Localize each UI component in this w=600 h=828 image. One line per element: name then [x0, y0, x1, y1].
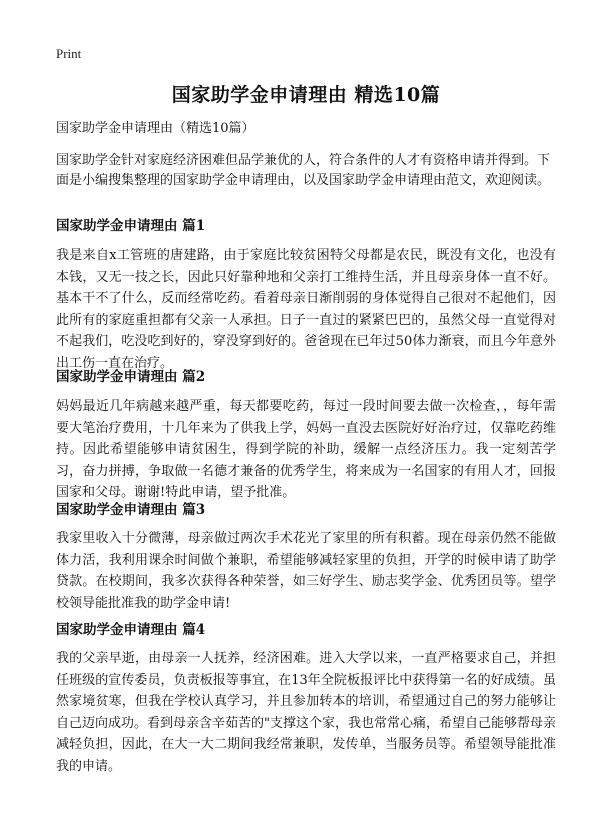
section-heading-4: 国家助学金申请理由 篇4: [56, 622, 206, 638]
document-subtitle: 国家助学金申请理由（精选10篇）: [56, 121, 255, 136]
section-body-3: 我家里收入十分微薄，母亲做过两次手术花光了家里的所有积蓄。现在母亲仍然不能做体力活，我利用课余时间做个兼职，希望能够减轻家里的负担，开学的时候申请了助学贷款。在校期间，我多次获得各种荣誉，如三好学生、励志奖学金、优秀团员等。望学校领导能批准我的助学金申请!: [56, 531, 556, 611]
section-body-4: 我的父亲早逝，由母亲一人抚养，经济困难。进入大学以来，一直严格要求自己，并担任班级的宣传委员，负责板报等事宜，在13年全院板报评比中获得第一名的好成绩。虽然家境贫寒，但我在学校认真学习，并且参加转本的培训，希望通过自己的努力能够让自己迈向成功。看到母亲含辛茹苦的"支撑这个家，我也常常心痛，希望自己能够帮母亲减轻负担，因此，在大一大二期间我经常兼职，发传单，当服务员等。希望领导能批准我的申请。: [56, 651, 556, 774]
intro-paragraph: 国家助学金针对家庭经济困难但品学兼优的人，符合条件的人才有资格申请并得到。下面是小编搜集整理的国家助学金申请理由，以及国家助学金申请理由范文，欢迎阅读。: [56, 153, 551, 188]
section-body-1: 我是来自x工管班的唐建路，由于家庭比较贫困特父母都是农民，既没有文化，也没有本钱，又无一技之长，因此只好靠种地和父亲打工维持生活，并且母亲身体一直不好。基本干不了什么，反而经常吃药。看着母亲日渐削弱的身体觉得自己很对不起他们，因此所有的家庭重担都有父亲一人承担。日子一直过的紧紧巴巴的，虽然父母一直觉得对不起我们，吃没吃到好的，穿没穿到好的。爸爸现在已年过50体力渐衰，而且今年意外出工伤一直在治疗。: [56, 248, 556, 371]
page-title: 国家助学金申请理由 精选10篇: [171, 84, 441, 106]
section-heading-2: 国家助学金申请理由 篇2: [56, 369, 206, 385]
print-link[interactable]: Print: [56, 46, 82, 61]
section-heading-3: 国家助学金申请理由 篇3: [56, 502, 206, 518]
section-body-2: 妈妈最近几年病越来越严重，每天都要吃药，每过一段时间要去做一次检查，，每年需要大笔治疗费用，十几年来为了供我上学，妈妈一直没去医院好好治疗过，仅靠吃药维持。因此希望能够申请贫困生，得到学院的补助，缓解一点经济压力。我一定刻苦学习，奋力拼搏，争取做一名德才兼备的优秀学生，将来成为一名国家的有用人才，回报国家和父母。谢谢!特此申请，望予批准。: [56, 399, 556, 500]
section-heading-1: 国家助学金申请理由 篇1: [56, 218, 206, 234]
